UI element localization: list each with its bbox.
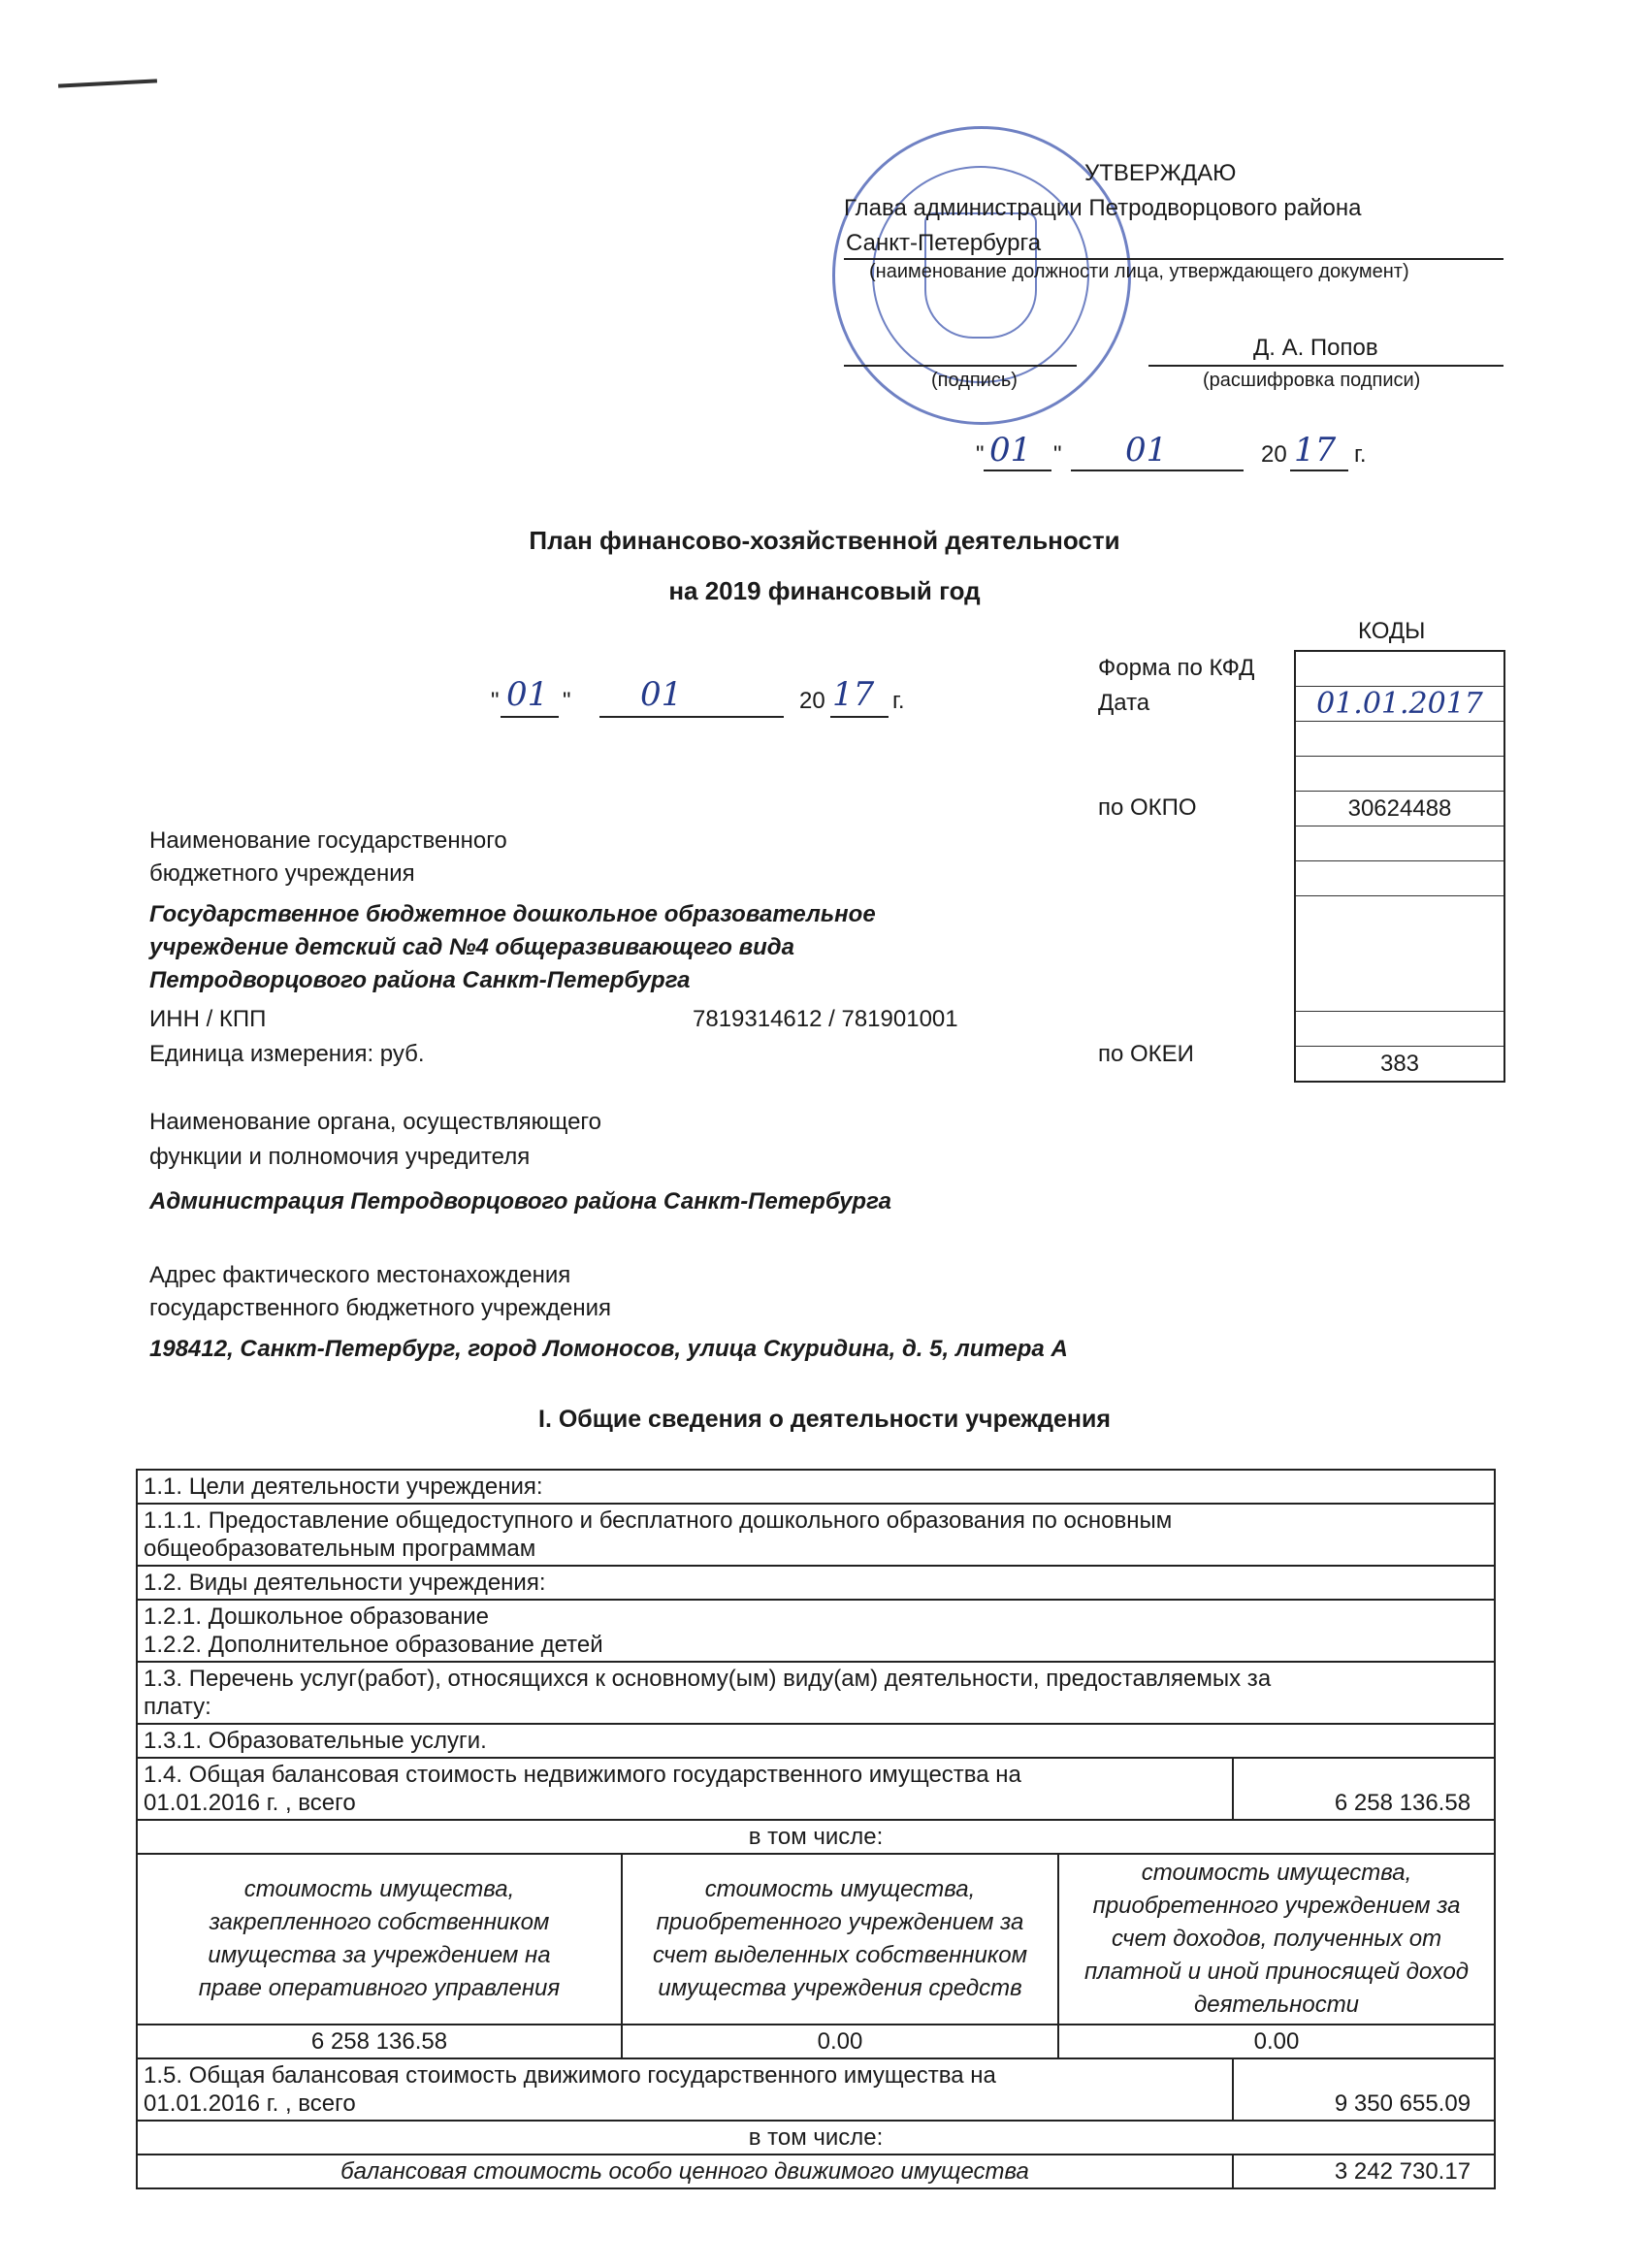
including-label: в том числе: — [137, 1820, 1495, 1854]
approval-signature-name: Д. А. Попов — [1253, 335, 1378, 361]
codes-form-label: Форма по КФД — [1098, 655, 1255, 681]
approval-position-caption: (наименование должности лица, утверждающего документ) — [869, 261, 1409, 282]
row-1-5-sub-label: балансовая стоимость особо ценного движимого имущества — [137, 2155, 1233, 2188]
codes-okei-label: по ОКЕИ — [1098, 1041, 1194, 1067]
address-label-line1: Адрес фактического местонахождения — [149, 1262, 571, 1288]
table-row — [137, 1724, 1495, 1758]
table-row — [137, 1600, 1495, 1662]
value-assigned: 6 258 136.58 — [137, 2025, 622, 2058]
row-1-2: 1.2. Виды деятельности учреждения: — [137, 1566, 1495, 1600]
code-empty-cell — [1296, 757, 1504, 792]
table-row — [137, 1820, 1495, 1854]
table-row — [137, 2121, 1495, 2155]
codes-box — [1294, 650, 1505, 1083]
row-1-3-1: 1.3.1. Образовательные услуги. — [137, 1724, 1495, 1758]
table-row — [137, 1854, 1495, 2025]
code-empty-cell — [1296, 722, 1504, 757]
plan-date-day: 01 — [506, 675, 549, 714]
institution-label-line2: бюджетного учреждения — [149, 860, 415, 887]
plan-date-year-suffix: 17 — [832, 675, 875, 714]
value-purchased-budget: 0.00 — [622, 2025, 1058, 2058]
table-row — [137, 2155, 1495, 2188]
approval-date-year-prefix: 20 — [1261, 441, 1287, 468]
code-form-cell — [1296, 652, 1504, 687]
founder-label-line1: Наименование органа, осуществляющего — [149, 1109, 602, 1135]
code-empty-cell — [1296, 826, 1504, 861]
approval-position-line1: Глава администрации Петродворцового района — [844, 195, 1362, 221]
address-label-line2: государственного бюджетного учреждения — [149, 1295, 612, 1321]
section1-title: I. Общие сведения о деятельности учреждения — [538, 1406, 1111, 1433]
approval-date-year-suffix: 17 — [1294, 431, 1337, 470]
code-okpo-cell: 30624488 — [1296, 792, 1504, 826]
founder-label-line2: функции и полномочия учредителя — [149, 1144, 531, 1170]
codes-okpo-label: по ОКПО — [1098, 794, 1197, 821]
approval-heading: УТВЕРЖДАЮ — [1084, 160, 1237, 186]
value-purchased-income: 0.00 — [1058, 2025, 1495, 2058]
column-header-assigned: стоимость имущества, закрепленного собственником имущества за учреждением на праве оперативного управления — [137, 1854, 622, 2025]
table-row — [137, 1566, 1495, 1600]
approval-name-caption: (расшифровка подписи) — [1203, 370, 1421, 391]
plan-date-month: 01 — [640, 675, 683, 714]
institution-label-line1: Наименование государственного — [149, 827, 507, 854]
founder-name: Администрация Петродворцового района Санкт-Петербурга — [149, 1188, 891, 1215]
row-1-1: 1.1. Цели деятельности учреждения: — [137, 1470, 1495, 1504]
table-row — [137, 2058, 1495, 2121]
table-row — [137, 1662, 1495, 1724]
table-row — [137, 1504, 1495, 1566]
row-1-2-items: 1.2.1. Дошкольное образование 1.2.2. Дополнительное образование детей — [137, 1600, 1495, 1662]
code-empty-cell — [1296, 861, 1504, 896]
unit-label: Единица измерения: руб. — [149, 1041, 425, 1067]
inn-label: ИНН / КПП — [149, 1006, 267, 1032]
row-1-4-label: 1.4. Общая балансовая стоимость недвижимого государственного имущества на 01.01.2016 г. , всего — [137, 1758, 1233, 1820]
approval-date-suffix: г. — [1354, 441, 1367, 468]
approval-position-line2: Санкт-Петербурга — [846, 230, 1042, 256]
plan-date-year-prefix: 20 — [799, 688, 825, 714]
codes-date-label: Дата — [1098, 690, 1150, 716]
codes-header: КОДЫ — [1358, 618, 1426, 644]
row-1-1-1: 1.1.1. Предоставление общедоступного и бесплатного дошкольного образования по основным общеобразовательным программам — [137, 1504, 1495, 1566]
row-1-5-sub-value: 3 242 730.17 — [1233, 2155, 1495, 2188]
code-date-cell: 01.01.2017 — [1296, 687, 1504, 722]
including-label-2: в том числе: — [137, 2121, 1495, 2155]
code-empty-cell — [1296, 896, 1504, 1012]
general-info-table — [136, 1469, 1496, 2189]
approval-signature-caption: (подпись) — [931, 370, 1018, 391]
institution-name-line2: учреждение детский сад №4 общеразвивающего вида — [149, 934, 794, 960]
approval-date-month: 01 — [1125, 431, 1168, 470]
approval-date-day: 01 — [989, 431, 1032, 470]
plan-title-line2: на 2019 финансовый год — [668, 576, 981, 605]
row-1-3: 1.3. Перечень услуг(работ), относящихся к основному(ым) виду(ам) деятельности, предоставляемых за плату: — [137, 1662, 1495, 1724]
plan-title-line1: План финансово-хозяйственной деятельности — [529, 526, 1120, 555]
address-value: 198412, Санкт-Петербург, город Ломоносов, улица Скуридина, д. 5, литера А — [149, 1336, 1068, 1362]
table-row — [137, 2025, 1495, 2058]
code-empty-cell — [1296, 1012, 1504, 1047]
institution-name-line3: Петродворцового района Санкт-Петербурга — [149, 967, 691, 993]
scan-mark — [58, 79, 157, 87]
code-okei-cell: 383 — [1379, 1051, 1420, 1077]
table-row — [137, 1470, 1495, 1504]
row-1-5-value: 9 350 655.09 — [1233, 2058, 1495, 2121]
institution-name-line1: Государственное бюджетное дошкольное образовательное — [149, 901, 876, 927]
row-1-4-value: 6 258 136.58 — [1233, 1758, 1495, 1820]
column-header-purchased-budget: стоимость имущества, приобретенного учреждением за счет выделенных собственником имущества учреждения средств — [622, 1854, 1058, 2025]
plan-date-suffix: г. — [892, 688, 905, 714]
table-row — [137, 1758, 1495, 1820]
row-1-5-label: 1.5. Общая балансовая стоимость движимого государственного имущества на 01.01.2016 г. , всего — [137, 2058, 1233, 2121]
column-header-purchased-income: стоимость имущества, приобретенного учреждением за счет доходов, полученных от платной и иной приносящей доход деятельности — [1058, 1854, 1495, 2025]
inn-value: 7819314612 / 781901001 — [693, 1006, 958, 1032]
